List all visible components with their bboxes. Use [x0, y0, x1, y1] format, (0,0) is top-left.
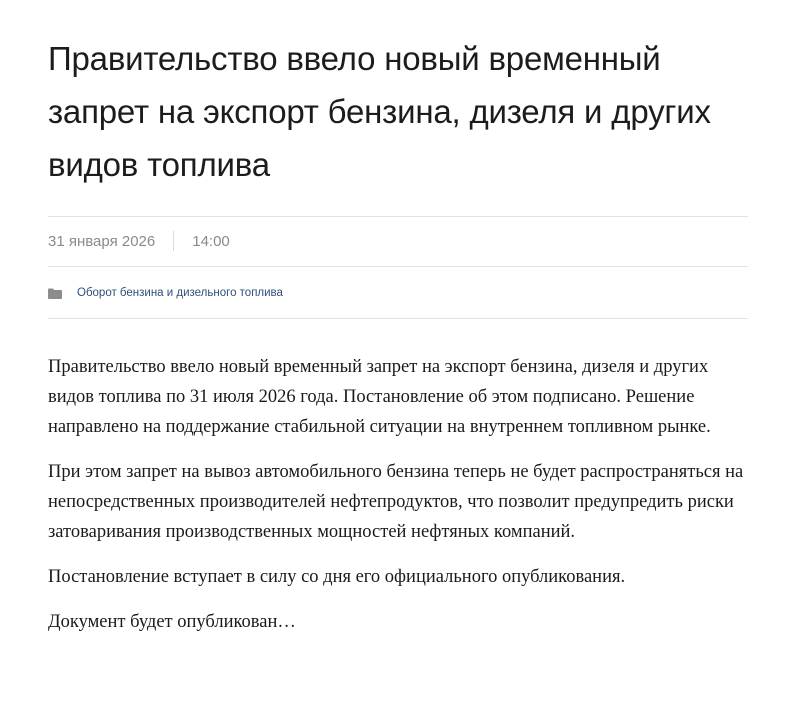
divider [48, 266, 748, 267]
folder-icon [48, 288, 62, 299]
article-paragraph: При этом запрет на вывоз автомобильного бензина теперь не будет распространяться на непосредственных производителей нефтепродуктов, что позволит предупредить риски затоваривания производственных мощностей нефтяных компаний. [48, 462, 744, 542]
publish-time: 14:00 [192, 232, 230, 250]
article-meta [48, 228, 230, 254]
article-title: Правительство ввело новый временный запрет на экспорт бензина, дизеля и других видов топлива [48, 40, 711, 183]
topic-tag-link[interactable] [48, 283, 283, 303]
article-body [48, 352, 748, 652]
publish-date: 31 января 2026 [48, 232, 156, 250]
topic-tag-label: Оборот бензина и дизельного топлива [77, 287, 283, 299]
article-paragraph: Правительство ввело новый временный запрет на экспорт бензина, дизеля и других видов топлива по 31 июля 2026 года. Постановление об этом подписано. Решение направлено на поддержание стабильной ситуации на внутреннем топливном рынке. [48, 357, 711, 437]
article-paragraph: Документ будет опубликован… [48, 612, 296, 632]
divider [48, 216, 748, 217]
article-paragraph: Постановление вступает в силу со дня его официального опубликования. [48, 567, 626, 587]
divider [48, 318, 748, 319]
